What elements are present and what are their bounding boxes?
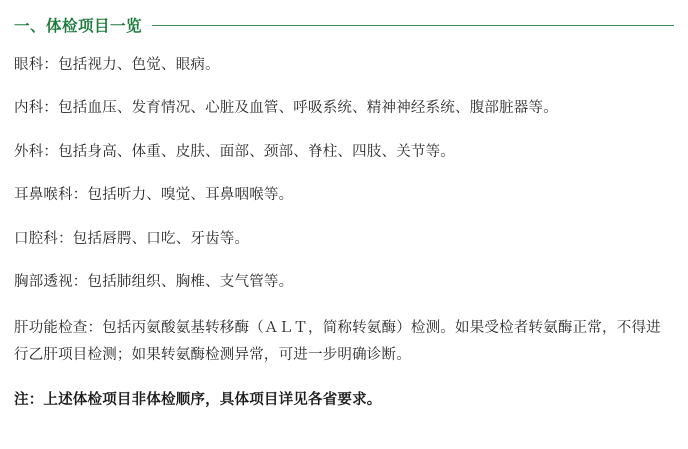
paragraph-liver-function: 肝功能检查：包括丙氨酸氨基转移酶（ＡＬＴ，简称转氨酶）检测。如果受检者转氨酶正常，不得进行乙肝项目检测；如果转氨酶检测异常，可进一步明确诊断。 bbox=[14, 319, 661, 363]
paragraph-surgery: 外科：包括身高、体重、皮肤、面部、颈部、脊柱、四肢、关节等。 bbox=[14, 143, 455, 160]
paragraph-eye: 眼科：包括视力、色觉、眼病。 bbox=[14, 57, 220, 73]
paragraph-ent: 耳鼻喉科：包括听力、嗅觉、耳鼻咽喉等。 bbox=[14, 187, 294, 204]
paragraph-chest-fluoroscopy: 胸部透视：包括肺组织、胸椎、支气管等。 bbox=[14, 274, 294, 291]
section-heading bbox=[14, 14, 674, 36]
paragraph-stomatology: 口腔科：包括唇腭、口吃、牙齿等。 bbox=[14, 230, 250, 247]
paragraph-internal-medicine: 内科：包括血压、发育情况、心脏及血管、呼吸系统、精神神经系统、腹部脏器等。 bbox=[14, 100, 558, 117]
section-heading-text: 一、体检项目一览 bbox=[14, 18, 143, 35]
paragraph-note: 注：上述体检项目非体检顺序，具体项目详见各省要求。 bbox=[14, 392, 382, 409]
document-body bbox=[14, 54, 674, 412]
heading-divider bbox=[152, 25, 674, 26]
